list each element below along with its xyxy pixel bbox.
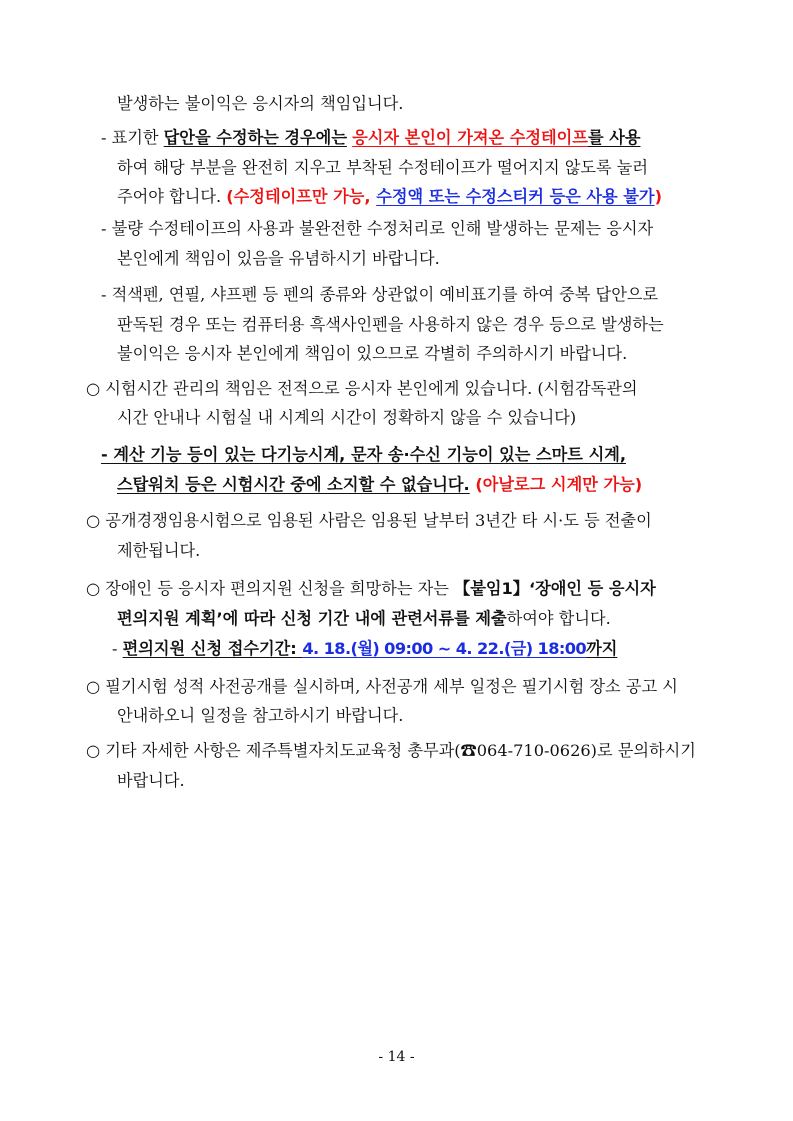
- text: 본인에게 책임이 있음을 유념하시기 바랍니다.: [117, 249, 440, 268]
- text: -: [112, 639, 123, 658]
- line-9: [117, 343, 627, 365]
- line-17: [117, 608, 611, 630]
- text: 제한됩니다.: [117, 541, 201, 560]
- text-emphasis: 편의지원 신청 접수기간:: [122, 639, 303, 658]
- text: ○ 장애인 등 응시자 편의지원 신청을 희망하는 자는: [86, 579, 455, 598]
- line-13: [117, 474, 642, 496]
- text: 안내하오니 일정을 참고하시기 바랍니다.: [117, 706, 404, 725]
- text-red-emphasis: (아날로그 시계만 가능): [469, 475, 643, 494]
- line-10: [86, 378, 638, 400]
- line-18: [112, 638, 617, 660]
- line-14: [86, 510, 652, 532]
- text: - 불량 수정테이프의 사용과 불완전한 수정처리로 인해 발생하는 문제는 응시자: [101, 219, 654, 238]
- text-emphasis: 【붙임1】‘장애인 등 응시자: [454, 579, 656, 598]
- line-7: [101, 284, 658, 306]
- text: 판독된 경우 또는 컴퓨터용 흑색사인펜을 사용하지 않은 경우 등으로 발생하는: [117, 315, 664, 334]
- line-21: [86, 740, 696, 762]
- text: ○ 기타 자세한 사항은 제주특별자치도교육청 총무과(☎064-710-0626)로 문의하시기: [86, 741, 696, 760]
- line-3: [117, 157, 648, 179]
- line-16: [86, 578, 656, 600]
- text: 불이익은 응시자 본인에게 책임이 있으므로 각별히 주의하시기 바랍니다.: [117, 344, 628, 363]
- line-5: [101, 218, 653, 240]
- text: 바랍니다.: [117, 771, 185, 790]
- line-4: [117, 186, 662, 208]
- text: ○ 공개경쟁임용시험으로 임용된 사람은 임용된 날부터 3년간 타 시·도 등 전출이: [86, 511, 652, 530]
- text: 주어야 합니다.: [117, 187, 227, 206]
- line-15: [117, 540, 200, 562]
- text: ○ 필기시험 성적 사전공개를 실시하며, 사전공개 세부 일정은 필기시험 장소 공고 시: [86, 677, 678, 696]
- text: 하여 해당 부분을 완전히 지우고 부착된 수정테이프가 떨어지지 않도록 눌러: [117, 158, 649, 177]
- text-emphasis: 를 사용: [587, 128, 641, 147]
- text-blue-emphasis: 수정액 또는 수정스티커 등은 사용 불가: [376, 187, 655, 206]
- line-20: [117, 705, 403, 727]
- text: ○ 시험시간 관리의 책임은 전적으로 응시자 본인에게 있습니다. (시험감독관의: [86, 379, 638, 398]
- text-red-emphasis: 응시자 본인이 가져온 수정테이프: [352, 128, 588, 147]
- line-1: [117, 93, 403, 115]
- text-emphasis: 까지: [586, 639, 618, 658]
- text: 시간 안내나 시험실 내 시계의 시간이 정확하지 않을 수 있습니다): [117, 408, 577, 427]
- text: - 표기한: [101, 128, 164, 147]
- line-2: [101, 127, 640, 149]
- text-red-emphasis: (수정테이프만 가능,: [226, 187, 377, 206]
- text-emphasis: 답안을 수정하는 경우에는: [163, 128, 347, 147]
- page-number: - 14 -: [378, 1049, 415, 1065]
- text: 하여야 합니다.: [506, 609, 611, 628]
- text-emphasis: 스탑워치 등은 시험시간 중에 소지할 수 없습니다.: [117, 475, 470, 494]
- line-6: [117, 248, 440, 270]
- text-emphasis: 편의지원 계획’에 따라 신청 기간 내에 관련서류를 제출: [117, 609, 507, 628]
- line-8: [117, 314, 664, 336]
- text-emphasis: - 계산 기능 등이 있는 다기능시계, 문자 송·수신 기능이 있는 스마트 시계,: [101, 445, 626, 464]
- text: 발생하는 불이익은 응시자의 책임입니다.: [117, 94, 404, 113]
- line-11: [117, 407, 576, 429]
- line-22: [117, 770, 185, 792]
- line-19: [86, 676, 678, 698]
- text: - 적색펜, 연필, 샤프펜 등 펜의 종류와 상관없이 예비표기를 하여 중복 답안으로: [101, 285, 659, 304]
- text-red-emphasis: ): [654, 187, 662, 206]
- text-blue-emphasis: 4. 18.(월) 09:00 ~ 4. 22.(금) 18:00: [302, 639, 587, 658]
- line-12: [101, 444, 626, 466]
